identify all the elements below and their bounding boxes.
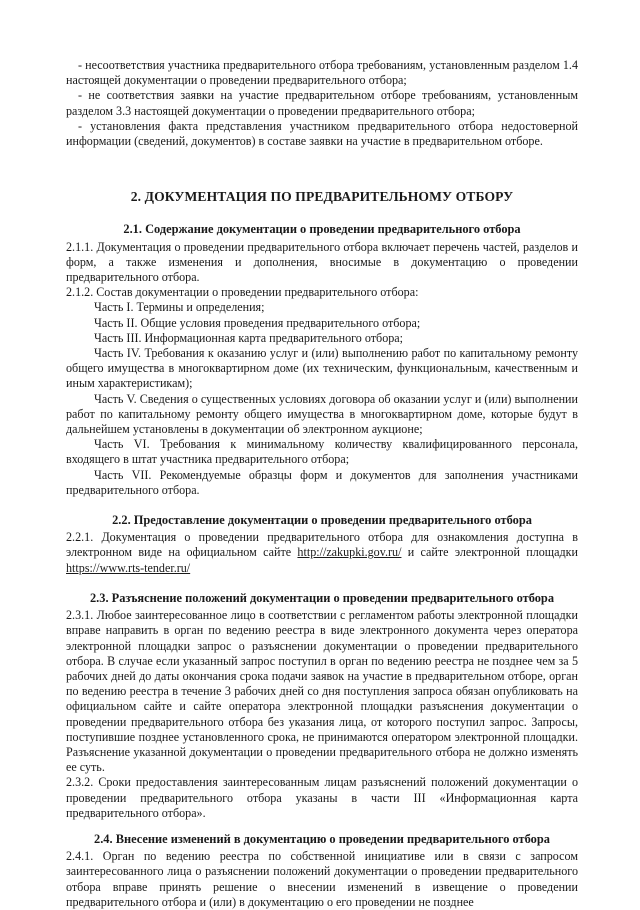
subsection-heading: 2.4. Внесение изменений в документацию о проведении предварительного отбора: [94, 831, 550, 846]
list-item: Часть III. Информационная карта предварительного отбора;: [94, 330, 404, 345]
paragraph: 2.3.1. Любое заинтересованное лицо в соответствии с регламентом работы электронной площадки вправе направить в орган по ведению реестра в виде электронного документа через оператора электронной площадки запрос о разъяснении документации о проведении предварительного отбора. В случае если указанный запрос поступил в орган по ведению реестра не позднее чем за 5 рабочих дней до даты окончания срока подачи заявок на участие в предварительном отборе, орган по ведению реестра в течение 3 рабочих дней со дня поступления запроса обязан опубликовать на официальном сайте и сайте оператора электронной площадки разъяснения документации о проведении предварительного отбора без указания лица, от которого поступил запрос. Запросы, поступившие позднее установленного срока, не принимаются оператором электронной площадки. Разъяснение указанной документации о проведении предварительного отбора не должно изменять ее суть.: [66, 608, 578, 775]
subsection-heading: 2.3. Разъяснение положений документации о проведении предварительного отбора: [89, 590, 555, 605]
subsection-heading: 2.2. Предоставление документации о проведении предварительного отбора: [112, 513, 532, 528]
rts-tender-link[interactable]: https://www.rts-tender.ru/: [66, 560, 191, 575]
paragraph-text: 2.2.1. Документация о проведении предварительного отбора для ознакомления доступна в электронном виде на официальном сайте: [66, 530, 578, 560]
paragraph-text: и сайте электронной площадки: [407, 545, 578, 560]
paragraph: [66, 530, 578, 576]
bullet-item: - не соответствия заявки на участие предварительном отборе требованиям, установленным разделом 3.3 настоящей документации о проведении предварительного отбора;: [66, 88, 578, 118]
list-item: Часть VII. Рекомендуемые образцы форм и документов для заполнения участниками предварительного отбора.: [66, 467, 578, 497]
list-item: Часть II. Общие условия проведения предварительного отбора;: [94, 315, 421, 330]
bullet-item: - установления факта представления участником предварительного отбора недостоверной информации (сведений, документов) в составе заявки на участие в предварительном отборе.: [66, 118, 578, 149]
list-item: Часть VI. Требования к минимальному количеству квалифицированного персонала, входящего в штат участника предварительного отбора;: [66, 437, 578, 467]
paragraph: 2.1.2. Состав документации о проведении предварительного отбора:: [66, 285, 419, 300]
list-item: Часть V. Сведения о существенных условиях договора об оказании услуг и (или) выполнении работ по капитальному ремонту общего имущества в многоквартирном доме, которые будут в дальнейшем установлены в документации об электронном аукционе;: [66, 391, 578, 437]
list-item: Часть IV. Требования к оказанию услуг и (или) выполнению работ по капитальному ремонту общего имущества в многоквартирном доме (их техническим, функциональным, качественным и иным характеристикам);: [66, 346, 578, 391]
list-item: Часть I. Термины и определения;: [94, 300, 265, 315]
bullet-item: - несоответствия участника предварительного отбора требованиям, установленным разделом 1.4 настоящей документации о проведении предварительного отбора;: [66, 58, 578, 88]
paragraph: 2.1.1. Документация о проведении предварительного отбора включает перечень частей, разделов и форм, а также изменения и дополнения, вносимые в документацию о проведении предварительного отбора.: [66, 239, 578, 285]
subsection-heading: 2.1. Содержание документации о проведении предварительного отбора: [123, 222, 521, 237]
zakupki-link[interactable]: http://zakupki.gov.ru/: [297, 545, 402, 560]
section-heading: 2. ДОКУМЕНТАЦИЯ ПО ПРЕДВАРИТЕЛЬНОМУ ОТБОРУ: [130, 189, 514, 205]
paragraph: 2.3.2. Сроки предоставления заинтересованным лицам разъяснений положений документации о проведении предварительного отбора указаны в части III «Информационная карта предварительного отбора».: [66, 775, 578, 820]
paragraph: 2.4.1. Орган по ведению реестра по собственной инициативе или в связи с запросом заинтересованного лица о разъяснении положений документации о проведении предварительного отбора вправе принять решение о внесении изменений в извещение о проведении предварительного отбора и (или) в документацию о его проведении не позднее: [66, 849, 578, 909]
